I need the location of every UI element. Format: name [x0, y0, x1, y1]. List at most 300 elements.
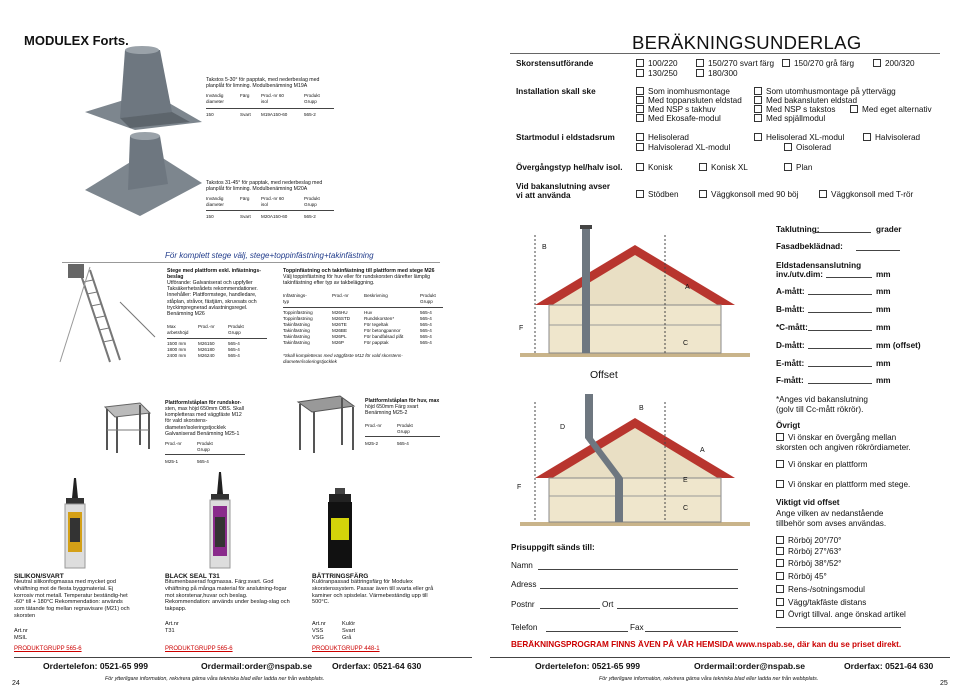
right-footer-rule	[490, 657, 950, 658]
prisuppgift-label: Prisuppgift sänds till:	[511, 543, 595, 552]
install-opt[interactable]	[754, 87, 896, 96]
plattform2-head-1: Produkt Grupp	[397, 423, 413, 434]
skorsten-opt-200[interactable]	[873, 59, 915, 68]
left-footer-rule	[14, 657, 472, 658]
left-order-fax: Orderfax: 0521-64 630	[332, 661, 422, 671]
checkbox[interactable]	[873, 59, 881, 67]
adress-label: Adress	[511, 580, 537, 589]
topp-head-3: Produkt Grupp	[420, 293, 436, 304]
title-rule	[510, 53, 940, 54]
stege-r2c2: 565-4	[228, 353, 240, 358]
offset-opt[interactable]	[776, 585, 865, 594]
skorsten-opt-150s[interactable]	[696, 59, 774, 68]
option-label: Oisolerad	[796, 143, 832, 152]
diagram1-label-b: B	[542, 244, 547, 251]
checkbox[interactable]	[776, 598, 784, 606]
vagg-label-1: Vid bakanslutning avser	[516, 182, 611, 191]
checkbox[interactable]	[776, 559, 784, 567]
checkbox[interactable]	[776, 610, 784, 618]
right-page-number: 25	[940, 680, 948, 687]
topp-cell: Takinfästning	[283, 334, 310, 339]
option-label: Med eget alternativ	[862, 105, 932, 114]
stege-r2c0: 2400 mm	[167, 353, 187, 358]
checkbox[interactable]	[776, 460, 784, 468]
option-label: Rörböj 20°/70°	[788, 536, 842, 545]
sil-group[interactable]: PRODUKTGRUPP 565-6	[14, 646, 82, 652]
bt-art-label: Art.nr	[165, 621, 179, 627]
checkbox[interactable]	[699, 190, 707, 198]
plattform2-row-1: 565-4	[397, 441, 409, 446]
diagram2-label-d: D	[560, 424, 566, 431]
taklutning-field[interactable]	[816, 232, 871, 233]
option-label: 100/220	[648, 59, 678, 68]
bt-art: T31	[165, 628, 175, 634]
plattform1-head-0: Prod.-nr	[165, 441, 182, 446]
taklutning-label: Taklutning:	[776, 225, 820, 234]
topp-cell: 565-4	[420, 316, 432, 321]
d-matt-label: D-mått:	[776, 341, 805, 350]
a-matt-field[interactable]	[808, 294, 872, 295]
telefon-label: Telefon	[511, 623, 538, 632]
option-label: 130/250	[648, 69, 678, 78]
checkbox[interactable]	[776, 433, 784, 441]
checkbox[interactable]	[636, 105, 644, 113]
flash1-title2: planplåt för limning. Modulbenämning M19A	[206, 83, 308, 89]
checkbox[interactable]	[784, 163, 792, 171]
b-matt-label: B-mått:	[776, 305, 805, 314]
stege-rule	[167, 338, 267, 339]
skorsten-label: Skorstensutförande	[516, 59, 594, 68]
diagram2-label-f: F	[517, 484, 522, 491]
option-label: Som inomhusmontage	[648, 87, 730, 96]
brand-title: MODULEX Forts.	[24, 33, 129, 48]
over-opt[interactable]	[636, 163, 673, 172]
checkbox[interactable]	[754, 114, 762, 122]
vagg-opt[interactable]	[636, 190, 679, 199]
postnr-label: Postnr	[511, 600, 535, 609]
e-matt-unit: mm	[876, 359, 891, 368]
flash1-head-0: Invändig diameter	[206, 93, 224, 104]
topp-cell: Rundskorsten*	[364, 316, 395, 321]
topp-cell: För betongpannor	[364, 328, 401, 333]
topp-head-1: Prod.-nr	[332, 293, 349, 298]
topp-cell: M26HU	[332, 310, 348, 315]
eldst-unit: mm	[876, 270, 891, 279]
topp-cell: Huv	[364, 310, 373, 315]
over-opt[interactable]	[699, 163, 748, 172]
plattform1-text: sten, max höjd 650mm OBS. Skall kompletteras med väggfäste M12 för vald skorstens-diameter/isoleringstjocklek Galvaniserad Benämning M25-1	[165, 406, 244, 437]
topp-cell: Toppinfästning	[283, 316, 313, 321]
topp-rule	[283, 307, 443, 308]
eldst-label-2: inv./utv.dim:	[776, 270, 824, 279]
viktigt-text: Ange vilken av nedanstående tillbehör som avses användas.	[776, 509, 887, 528]
option-label: Konisk XL	[711, 163, 748, 172]
bf-text: Kulöranpassad bättringsfärg för Modulex skorstenssystem. Passar även till svarta eller grå kaminer och spisdelar. Värmebeständig upp till 500°C.	[312, 579, 434, 606]
option-label: Plan	[796, 163, 813, 172]
diagram2-label-c: C	[683, 505, 689, 512]
checkbox[interactable]	[819, 190, 827, 198]
topp-cell: Takinfästning	[283, 322, 310, 327]
skorsten-opt-130[interactable]	[636, 69, 678, 78]
house-diagram-offset	[515, 392, 755, 532]
stege-head-0: Max arbetshöjd	[167, 324, 189, 335]
topp-title: Toppinfästning och takinfästning till plattform med stege M26	[283, 268, 435, 274]
plattform2-title: Plattform/ståplan för huv, max	[365, 398, 440, 404]
right-order-mail[interactable]: Ordermail:order@nspab.se	[694, 661, 806, 671]
c-matt-unit: mm	[876, 323, 891, 332]
stege-r1c2: 565-4	[228, 347, 240, 352]
bf-head-1: Kulör	[342, 621, 356, 627]
namn-label: Namn	[511, 561, 533, 570]
left-foot-note: För ytterligare information, rekvirera gärna våra tekniska blad eller ladda ner från webbplats.	[105, 676, 325, 682]
option-label: Med NSP s takstos	[766, 105, 836, 114]
bf-head-0: Art.nr	[312, 621, 326, 627]
bf-group[interactable]: PRODUKTGRUPP 448-1	[312, 646, 380, 652]
stege-r0c2: 565-4	[228, 341, 240, 346]
topp-head-2: Beskrivning	[364, 293, 388, 298]
install-opt-extra[interactable]	[850, 105, 932, 114]
offset-other-field[interactable]	[776, 627, 901, 628]
option-label: Helisolerad XL-modul	[766, 133, 845, 142]
flash1-head-3: Produkt Grupp	[304, 93, 320, 104]
plattform2-row-0: M25-2	[365, 441, 379, 446]
checkbox[interactable]	[696, 59, 704, 67]
checkbox[interactable]	[636, 69, 644, 77]
topp-cell: M26TE	[332, 322, 347, 327]
checkbox[interactable]	[754, 96, 762, 104]
sil-title: SILIKON/SVART	[14, 573, 64, 580]
stege-title: Stege med plattform exkl. infästnings-	[167, 268, 261, 274]
topp-cell: För bandfalsad plåt	[364, 334, 404, 339]
option-label: Vi önskar en plattform	[788, 460, 868, 469]
stege-r0c1: M26150	[198, 341, 215, 346]
topp-cell: M26STD	[332, 316, 351, 321]
bf-row0-0: VSS	[312, 628, 324, 634]
flash1-head-2: Prod.-nr 60 isol	[261, 93, 284, 104]
topp-cell: 565-4	[420, 328, 432, 333]
option-label: Vägg/takfäste distans	[788, 598, 867, 607]
anges-note: *Anges vid bakanslutning (golv till Cc-mått rökrör).	[776, 395, 868, 414]
topp-cell: För papptak	[364, 340, 389, 345]
topp-text: Välj toppinfästning för huv eller för rundskorsten därefter lämplig takinfästning efter typ av takbeläggning.	[283, 274, 431, 287]
plattform2-text: höjd 650mm Färg svart Benämning M25-2	[365, 404, 419, 417]
flash1-row-3: 565-2	[304, 112, 316, 117]
checkbox[interactable]	[636, 143, 644, 151]
left-page-number: 24	[12, 680, 20, 687]
skorsten-opt-180[interactable]	[696, 69, 738, 78]
option-label: Konisk	[648, 163, 673, 172]
b-matt-unit: mm	[876, 305, 891, 314]
left-order-mail[interactable]: Ordermail:order@nspab.se	[201, 661, 313, 671]
bt-group[interactable]: PRODUKTGRUPP 565-6	[165, 646, 233, 652]
plattform1-row-0: M25-1	[165, 459, 179, 464]
topp-head-0: Infästnings- typ	[283, 293, 307, 304]
c-matt-field[interactable]	[808, 330, 872, 331]
flash1-row-1: Svart	[240, 112, 251, 117]
topp-cell: 565-4	[420, 334, 432, 339]
b-matt-field[interactable]	[808, 312, 872, 313]
platform-image-1	[95, 395, 155, 455]
flash1-head-1: Färg	[240, 93, 250, 98]
vagg-label-2: vi att använda	[516, 191, 571, 200]
checkbox[interactable]	[696, 69, 704, 77]
option-label: Stödben	[648, 190, 679, 199]
bf-row0-1: Svart	[342, 628, 356, 634]
checkbox[interactable]	[776, 585, 784, 593]
option-label: Med toppansluten eldstad	[648, 96, 742, 105]
ort-field[interactable]	[617, 608, 738, 609]
flash1-rule	[206, 108, 334, 109]
e-matt-field[interactable]	[808, 366, 872, 367]
a-matt-label: A-mått:	[776, 287, 805, 296]
checkbox[interactable]	[850, 105, 858, 113]
flash2-row-0: 150	[206, 214, 214, 219]
postnr-field[interactable]	[540, 608, 600, 609]
flash1-row-2: M19A150-60	[261, 112, 288, 117]
checkbox[interactable]	[863, 133, 871, 141]
fasad-field[interactable]	[856, 250, 900, 251]
fax-label: Fax	[630, 623, 644, 632]
checkbox[interactable]	[776, 480, 784, 488]
checkbox[interactable]	[784, 143, 792, 151]
option-label: 180/300	[708, 69, 738, 78]
grader-unit: grader	[876, 225, 902, 234]
option-label: Med Ekosafe-modul	[648, 114, 721, 123]
d-matt-field[interactable]	[808, 348, 872, 349]
over-opt[interactable]	[784, 163, 812, 172]
topp-cell: Toppinfästning	[283, 310, 313, 315]
install-opt[interactable]	[636, 96, 742, 105]
offset-opt[interactable]	[776, 598, 866, 607]
topp-cell: För tegeltak	[364, 322, 389, 327]
viktigt-heading: Viktigt vid offset	[776, 498, 840, 507]
offset-opt[interactable]	[776, 610, 906, 619]
diagram1-label-f: F	[519, 325, 524, 332]
install-opt[interactable]	[754, 114, 825, 123]
flash2-head-3: Produkt Grupp	[304, 196, 320, 207]
namn-field[interactable]	[538, 569, 738, 570]
page-title: BERÄKNINGSUNDERLAG	[632, 32, 862, 53]
checkbox[interactable]	[782, 59, 790, 67]
install-opt[interactable]	[636, 87, 730, 96]
flash1-title: Takstos 5-30° för papptak, med nederbeslag med	[206, 77, 320, 83]
checkbox[interactable]	[699, 163, 707, 171]
diagram2-label-e: E	[683, 477, 688, 484]
start-opt[interactable]	[754, 133, 844, 142]
option-label: Med bakansluten eldstad	[766, 96, 858, 105]
topp-cell: 565-4	[420, 340, 432, 345]
checkbox[interactable]	[754, 87, 762, 95]
checkbox[interactable]	[754, 133, 762, 141]
option-label: Väggkonsoll med T-rör	[831, 190, 914, 199]
ladder-banner: För komplett stege välj, stege+toppinfästning+takinfästning	[165, 251, 374, 260]
stege-head-1: Prod.-nr	[198, 324, 215, 329]
option-label: Rörböj 27°/63°	[788, 547, 842, 556]
right-foot-note: För ytterligare information, rekvirera gärna våra tekniska blad eller ladda ner från webbplats.	[599, 676, 819, 682]
start-opt[interactable]	[636, 143, 730, 152]
option-label: Vi önskar en plattform med stege.	[788, 480, 911, 489]
stege-text: Utförande: Galvaniserat och uppfyller Taksäkerhetsrådets rekommendationer. Innehåller: Plattformstege, handledare, ståplan, stråvor, fästjärn, skruvsats och tryckimpregnerad avlastningsregel. Benämning M26	[167, 280, 258, 318]
checkbox[interactable]	[636, 190, 644, 198]
spray-can-image	[325, 488, 355, 570]
checkbox[interactable]	[776, 572, 784, 580]
platform-image-2	[290, 390, 360, 455]
flash2-row-1: Svart	[240, 214, 251, 219]
ort-label: Ort	[602, 600, 614, 609]
stege-r1c1: M26180	[198, 347, 215, 352]
roof-flashing-image-2	[80, 128, 205, 218]
option-label: Halvisolerad	[875, 133, 921, 142]
skorsten-opt-150g[interactable]	[782, 59, 854, 68]
sil-art-label: Art.nr	[14, 628, 28, 634]
offset-label: Offset	[590, 369, 618, 381]
topp-cell: M26PL	[332, 334, 347, 339]
flash2-rule	[206, 210, 334, 211]
checkbox[interactable]	[754, 105, 762, 113]
option-label: Övrigt tillval. ange önskad artikel	[788, 610, 906, 619]
topp-cell: 565-4	[420, 310, 432, 315]
install-opt[interactable]	[754, 105, 835, 114]
topp-cell: M26P	[332, 340, 345, 345]
f-matt-field[interactable]	[808, 383, 872, 384]
offset-opt[interactable]	[776, 536, 841, 545]
flash1-row-0: 150	[206, 112, 214, 117]
flash2-head-2: Prod.-nr 60 isol	[261, 196, 284, 207]
diagram2-label-a: A	[700, 447, 705, 454]
plattform2-rule	[365, 436, 440, 437]
ovrigt-opt-3[interactable]	[776, 480, 926, 490]
offset-opt[interactable]	[776, 572, 827, 581]
start-opt[interactable]	[636, 133, 689, 142]
flash2-title2: planplåt för limning. Modulbenämning M20A	[206, 186, 308, 192]
option-label: Helisolerad	[648, 133, 689, 142]
topp-cell: Takinfästning	[283, 328, 310, 333]
start-opt[interactable]	[784, 143, 831, 152]
diagram2-label-b: B	[639, 405, 644, 412]
flash2-head-1: Färg	[240, 196, 250, 201]
f-matt-unit: mm	[876, 376, 891, 385]
install-label: Installation skall ske	[516, 87, 596, 96]
checkbox[interactable]	[636, 87, 644, 95]
ovrigt-opt-2[interactable]	[776, 460, 926, 470]
ovrigt-heading: Övrigt	[776, 421, 801, 430]
checkbox[interactable]	[636, 133, 644, 141]
right-order-fax: Orderfax: 0521-64 630	[844, 661, 934, 671]
ladder-image	[50, 262, 165, 372]
sil-art: MSIL	[14, 635, 28, 641]
blackseal-tube-image	[205, 472, 235, 570]
a-matt-unit: mm	[876, 287, 891, 296]
plattform2-head-0: Prod.-nr	[365, 423, 382, 428]
house-diagram-straight	[515, 225, 755, 360]
stege-r0c0: 1500 mm	[167, 341, 187, 346]
fax-field[interactable]	[645, 631, 738, 632]
flash2-title: Takstos 31-45° för papptak, med nederbeslag med	[206, 180, 323, 186]
ovrigt-opt-1[interactable]	[776, 433, 926, 453]
flash2-head-0: Invändig diameter	[206, 196, 224, 207]
stege-title2: beslag	[167, 274, 184, 280]
bf-row1-0: VSG	[312, 635, 324, 641]
install-opt[interactable]	[636, 105, 716, 114]
checkbox[interactable]	[636, 96, 644, 104]
promo-banner[interactable]: BERÄKNINGSPROGRAM FINNS ÄVEN PÅ VÅR HEMSIDA www.nspab.se, där kan du se priset direkt.	[511, 640, 902, 649]
flash2-row-2: M20A150-60	[261, 214, 288, 219]
vagg-opt[interactable]	[819, 190, 913, 199]
flash2-row-3: 565-2	[304, 214, 316, 219]
stege-head-2: Produkt Grupp	[228, 324, 244, 335]
plattform1-row-1: 565-4	[197, 459, 209, 464]
bf-title: BÄTTRINGSFÄRG	[312, 573, 369, 580]
eldst-label-1: Eldstadensanslutning	[776, 261, 862, 270]
plattform1-head-1: Produkt Grupp	[197, 441, 213, 452]
plattform1-title: Plattform/ståplan för rundskor-	[165, 400, 242, 406]
option-label: Halvisolerad XL-modul	[648, 143, 731, 152]
over-label: Övergångstyp hel/halv isol.	[516, 163, 623, 172]
option-label: 150/270 svart färg	[708, 59, 774, 68]
topp-cell: M26BE	[332, 328, 348, 333]
right-page	[480, 0, 960, 697]
option-label: Rens-/sotningsmodul	[788, 585, 865, 594]
install-opt[interactable]	[754, 96, 857, 105]
checkbox[interactable]	[776, 536, 784, 544]
c-matt-label: *C-mått:	[776, 323, 808, 332]
checkbox[interactable]	[776, 547, 784, 555]
offset-opt[interactable]	[776, 559, 841, 568]
plattform1-rule	[165, 454, 245, 455]
vagg-opt[interactable]	[699, 190, 798, 199]
bt-title: BLACK SEAL T31	[165, 573, 220, 580]
bt-text: Bitumenbaserad fogmassa. Färg:svart. God vihäftning på många material för anslutning-fogar mot skorstenar,huvar och beslag. Rekommendation: används under beslag-slag och takpapp.	[165, 579, 290, 613]
option-label: Som utomhusmontage på yttervägg	[766, 87, 896, 96]
d-matt-unit: mm (offset)	[876, 341, 921, 350]
telefon-field[interactable]	[546, 631, 628, 632]
diagram1-label-a: A	[685, 284, 690, 291]
option-label: Vi önskar en övergång mellan skorsten och angiven rökrördiameter.	[776, 433, 911, 452]
f-matt-label: F-mått:	[776, 376, 804, 385]
diagram1-label-c: C	[683, 340, 689, 347]
option-label: Med spjällmodul	[766, 114, 826, 123]
sil-text: Neutral silikonfogmassa med mycket god vihäftning mot de flesta byggmaterial. Ej korrosiv mot metall. Temperatur beständig-het -60° till + 180°C Rekommendation: används som tätande fog mellan regnavisare (M21) och skorsten	[14, 579, 130, 619]
topp-note: *Skall kompletteras med väggfäste M12 för vald skorstens-diameter/isoleringstjocklek	[283, 353, 403, 364]
stege-r2c1: M26240	[198, 353, 215, 358]
silikon-tube-image	[60, 478, 90, 570]
left-order-phone: Ordertelefon: 0521-65 999	[43, 661, 149, 671]
option-label: 200/320	[885, 59, 915, 68]
install-opt[interactable]	[636, 114, 721, 123]
offset-opt[interactable]	[776, 547, 841, 556]
adress-field[interactable]	[540, 588, 738, 589]
stege-r1c0: 1800 mm	[167, 347, 187, 352]
bf-row1-1: Grå	[342, 635, 352, 641]
checkbox[interactable]	[636, 114, 644, 122]
checkbox[interactable]	[636, 59, 644, 67]
option-label: Med NSP s takhuv	[648, 105, 716, 114]
option-label: Rörböj 38°/52°	[788, 559, 842, 568]
checkbox[interactable]	[636, 163, 644, 171]
topp-cell: Takinfästning	[283, 340, 310, 345]
topp-cell: 565-4	[420, 322, 432, 327]
start-opt[interactable]	[863, 133, 920, 142]
option-label: Väggkonsoll med 90 böj	[711, 190, 799, 199]
option-label: Rörböj 45°	[788, 572, 827, 581]
start-label: Startmodul i eldstadsrum	[516, 133, 615, 142]
eldst-field[interactable]	[826, 277, 872, 278]
topp-rows	[283, 310, 443, 350]
right-order-phone: Ordertelefon: 0521-65 999	[535, 661, 641, 671]
skorsten-opt-100[interactable]	[636, 59, 678, 68]
option-label: 150/270 grå färg	[794, 59, 855, 68]
e-matt-label: E-mått:	[776, 359, 805, 368]
